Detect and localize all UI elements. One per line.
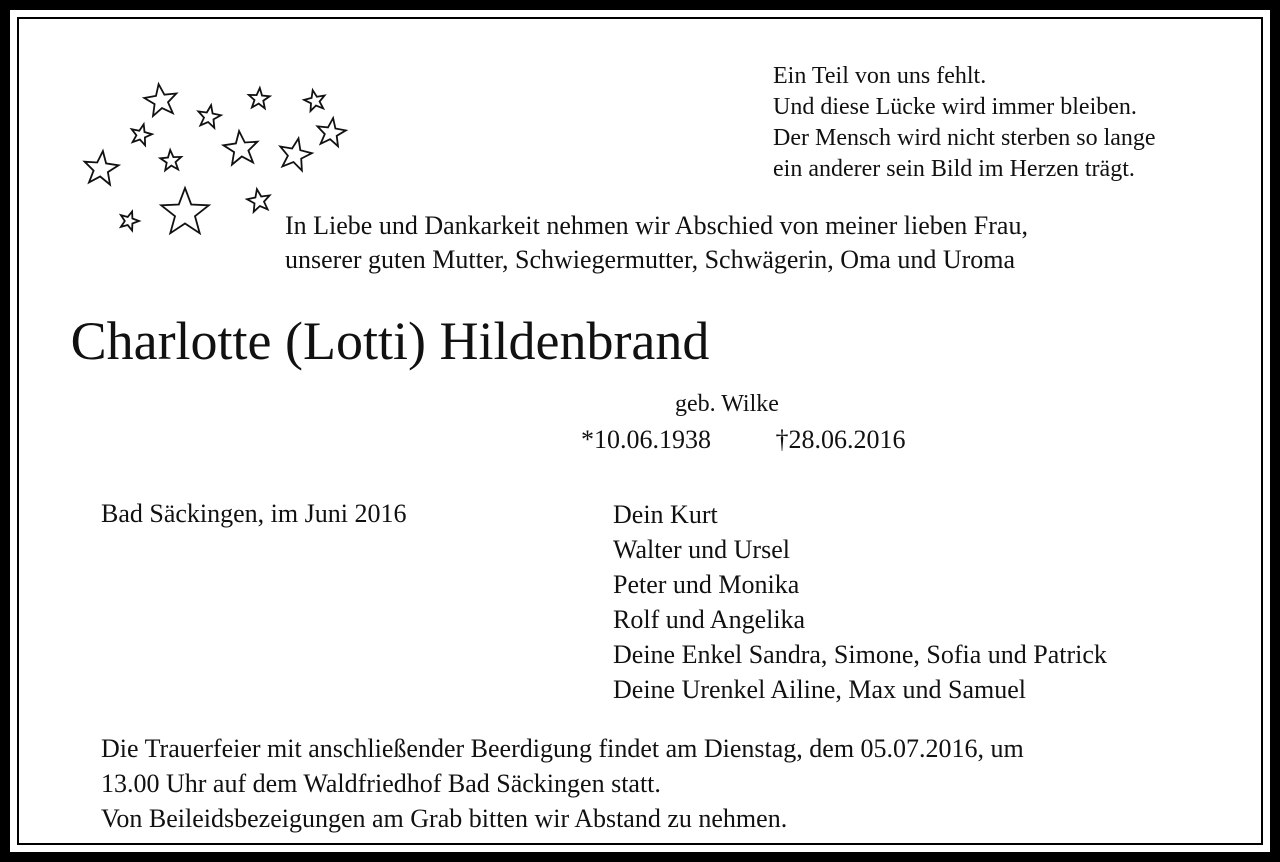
life-dates [581,423,906,457]
deceased-name: Charlotte (Lotti) Hildenbrand [70,311,710,371]
star-icon [161,188,209,233]
funeral-detail-line: Die Trauerfeier mit anschließender Beerdigung findet am Dienstag, dem 05.07.2016, um [101,734,1024,763]
poem [773,61,1156,185]
survivors-list [613,497,1107,707]
deceased-name-block [13,309,1267,373]
poem-line: Und diese Lücke wird immer bleiben. [773,94,1137,120]
poem-line: Der Mensch wird nicht sterben so lange [773,125,1156,151]
death-date: †28.06.2016 [775,425,906,454]
star-icon [85,151,119,185]
star-icon [144,84,176,116]
poem-line: Ein Teil von uns fehlt. [773,63,987,89]
notice-frame [10,10,1270,852]
survivor-line: Deine Enkel Sandra, Simone, Sofia und Patrick [613,640,1107,669]
poem-line: ein anderer sein Bild im Herzen trägt. [773,156,1135,182]
survivor-line: Dein Kurt [613,500,718,529]
intro-line: In Liebe und Dankarkeit nehmen wir Abschied von meiner lieben Frau, [285,211,1028,240]
survivor-line: Deine Urenkel Ailine, Max und Samuel [613,675,1027,704]
survivor-line: Walter und Ursel [613,535,790,564]
survivor-line: Rolf und Angelika [613,605,806,634]
place-and-date: Bad Säckingen, im Juni 2016 [101,499,407,528]
star-icon [160,150,181,170]
star-icon [247,189,270,212]
survivor-line: Peter und Monika [613,570,800,599]
star-icon [132,124,152,145]
star-icon [223,131,257,165]
intro-line: unserer guten Mutter, Schwiegermutter, Schwägerin, Oma und Uroma [285,245,1016,274]
star-icon [280,138,312,170]
funeral-details [101,731,1024,836]
intro-text [285,209,1028,277]
maiden-name: geb. Wilke [675,391,779,417]
star-icon [318,118,346,146]
star-icon [304,90,324,111]
star-icon [249,88,270,108]
star-icon [198,105,221,128]
star-icon [121,212,139,231]
funeral-detail-line: 13.00 Uhr auf dem Waldfriedhof Bad Säckingen statt. [101,769,661,798]
birth-date: *10.06.1938 [581,425,711,454]
funeral-detail-line: Von Beileidsbezeigungen am Grab bitten wir Abstand zu nehmen. [101,804,788,833]
